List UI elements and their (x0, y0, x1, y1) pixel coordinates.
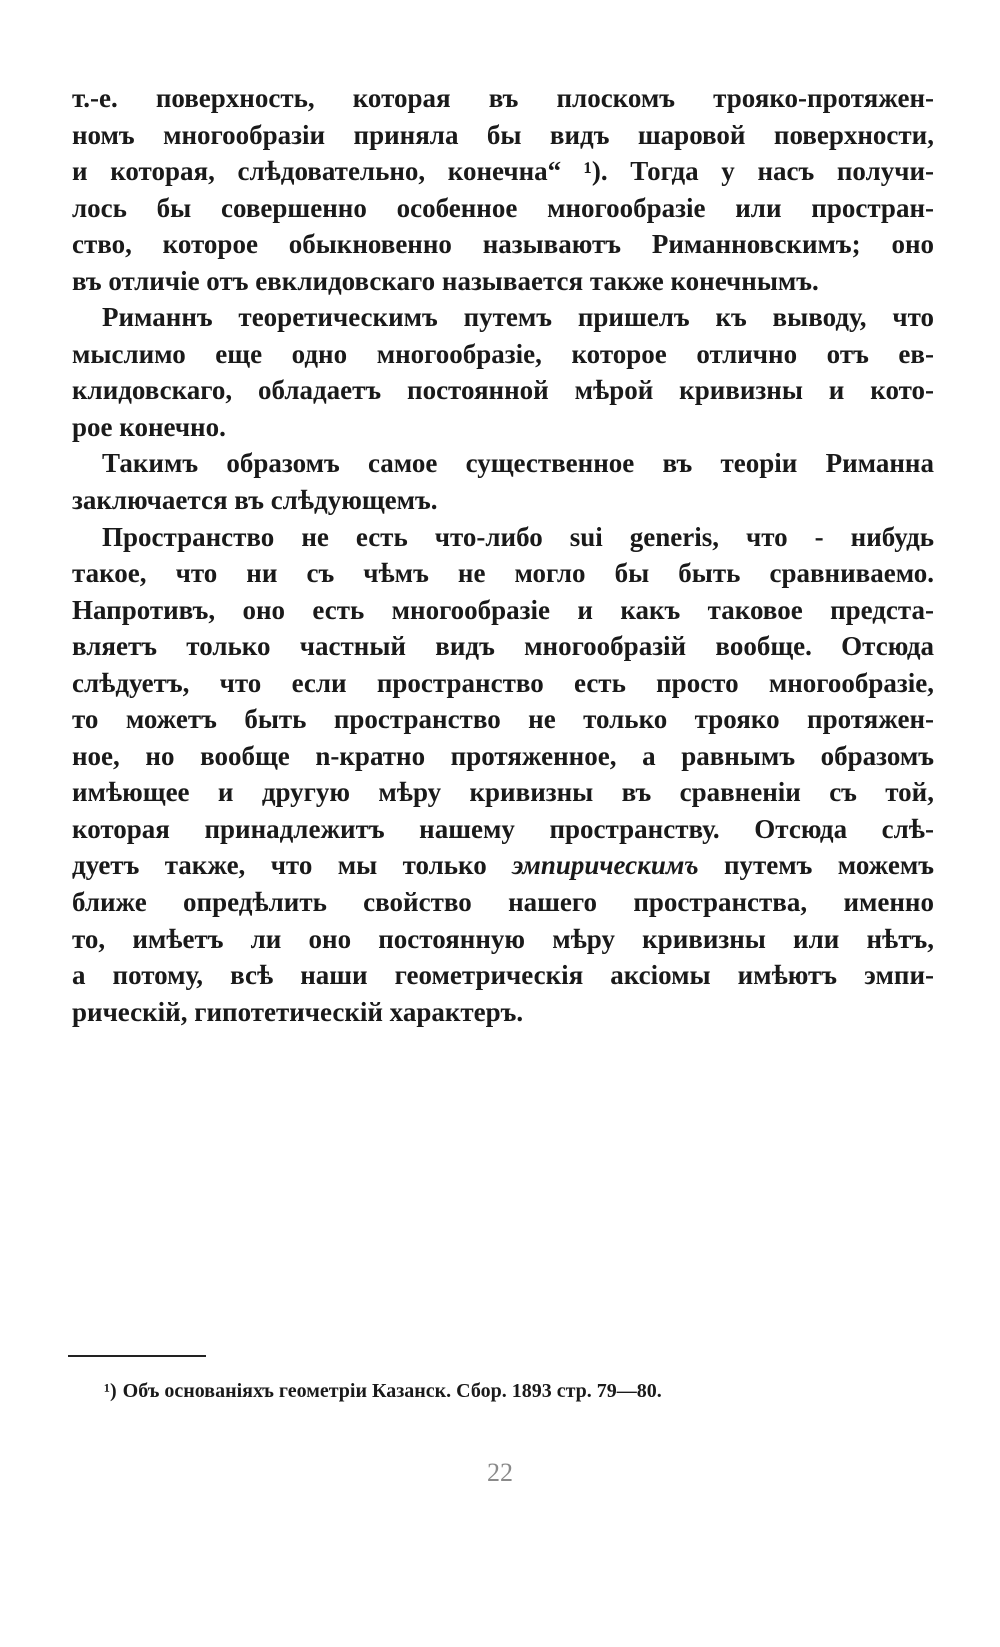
text-line: вляетъ только частный видъ многообразій вообще. Отсюда (72, 631, 934, 662)
paragraph (72, 299, 934, 445)
page-number: 22 (487, 1458, 513, 1487)
text-line: мыслимо еще одно многообразіе, которое отлично отъ ев- (72, 338, 934, 369)
footnote-divider (68, 1355, 206, 1357)
text-line (72, 847, 934, 884)
paragraph (72, 519, 934, 1031)
footnote (104, 1378, 662, 1404)
text-line: клидовскаго, обладаетъ постоянной мѣрой кривизны и кото- (72, 375, 934, 406)
text-line: Пространство не есть что-либо sui generis, что - нибудь (102, 521, 934, 552)
footnote-marker: ¹) (104, 1380, 117, 1402)
text-line: и которая, слѣдовательно, конечна“ ¹). Тогда у насъ получи- (72, 156, 934, 187)
text-line: лось бы совершенно особенное многообразіе или простран- (72, 192, 934, 223)
text-line: рое конечно. (72, 411, 226, 442)
text-line: а потому, всѣ наши геометрическія аксіомы имѣютъ эмпи- (72, 960, 934, 991)
text-line: въ отличіе отъ евклидовскаго называется также конечнымъ. (72, 265, 819, 296)
text-line: имѣющее и другую мѣру кривизны въ сравненіи съ той, (72, 777, 934, 808)
text-line: Риманнъ теоретическимъ путемъ пришелъ къ выводу, что (102, 302, 934, 333)
paragraph (72, 445, 934, 518)
text-line: которая принадлежитъ нашему пространству. Отсюда слѣ- (72, 813, 934, 844)
text-line: т.-е. поверхность, которая въ плоскомъ трояко-протяжен- (72, 83, 934, 113)
text-line: Напротивъ, оно есть многообразіе и какъ таковое предста- (72, 594, 934, 625)
text-line: ближе опредѣлить свойство нашего пространства, именно (72, 887, 934, 918)
text-line: слѣдуетъ, что если пространство есть просто многообразіе, (72, 667, 934, 698)
paragraph (72, 80, 934, 299)
text-line: такое, что ни съ чѣмъ не могло бы быть сравниваемо. (72, 558, 934, 589)
text-line: Такимъ образомъ самое существенное въ теоріи Риманна (102, 448, 934, 479)
text-segment: дуетъ также, что мы только (72, 850, 513, 881)
text-segment: путемъ можемъ (698, 850, 934, 881)
text-line: ное, но вообще n-кратно протяженное, а равнымъ образомъ (72, 740, 934, 771)
text-line: то, имѣетъ ли оно постоянную мѣру кривизны или нѣтъ, (72, 923, 934, 954)
page-body (72, 80, 934, 1030)
italic-word: эмпирическимъ (512, 850, 699, 881)
text-line: то можетъ быть пространство не только трояко протяжен- (72, 704, 934, 735)
text-line: рическій, гипотетическій характеръ. (72, 996, 524, 1027)
text-line: ство, которое обыкновенно называютъ Риманновскимъ; оно (72, 229, 934, 260)
text-line: номъ многообразіи приняла бы видъ шаровой поверхности, (72, 119, 934, 150)
text-line: заключается въ слѣдующемъ. (72, 485, 438, 516)
footnote-text: Объ основаніяхъ геометріи Казанск. Сбор. 1893 стр. 79—80. (122, 1380, 662, 1402)
